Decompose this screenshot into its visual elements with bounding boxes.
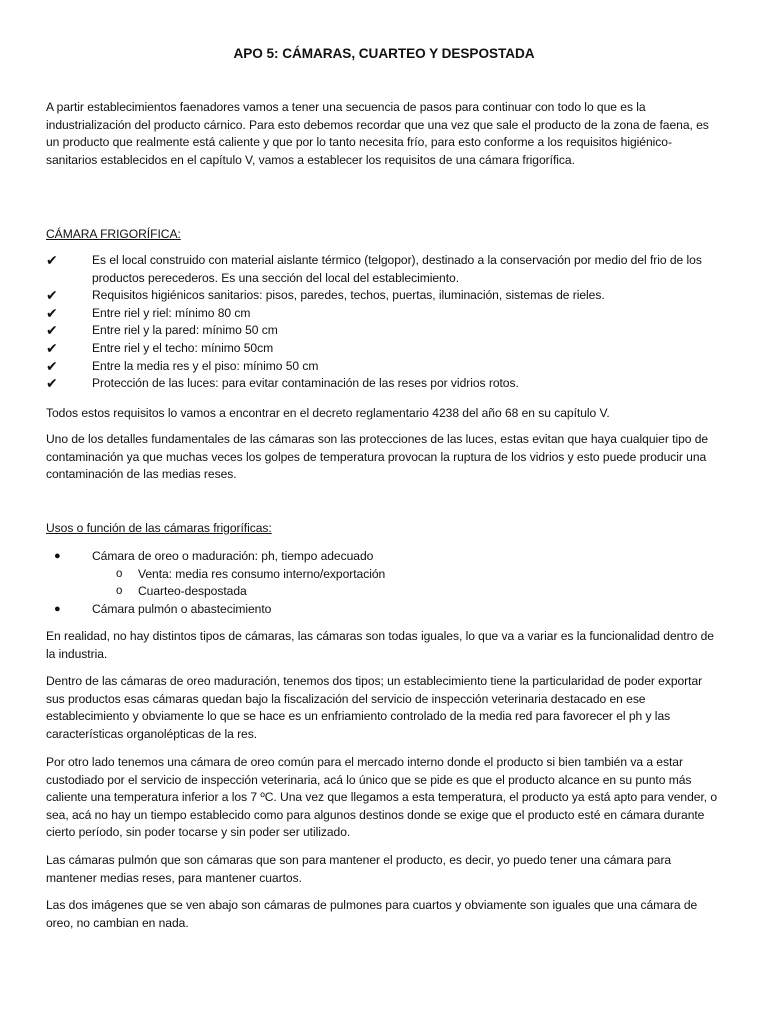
use-sub-list-item [46, 566, 722, 584]
pulmon-paragraph: Las cámaras pulmón que son cámaras que son para mantener el producto, es decir, yo puedo tener una cámara para mantener medias reses, para mantener cuartos. [46, 853, 672, 885]
checkmark-icon: ✔ [46, 339, 58, 356]
section-heading-usos: Usos o función de las cámaras frigoríficas: [46, 521, 272, 535]
requirement-list-item [46, 358, 722, 376]
use-text: Venta: media res consumo interno/exportación [138, 566, 386, 581]
requirement-text: Es el local construido con material aislante térmico (telgopor), destinado a la conservación por medio del frio de los productos perecederos. Es una sección del local del establecimiento. [92, 253, 702, 285]
images-note-block [46, 897, 722, 932]
checkmark-icon: ✔ [46, 375, 58, 392]
section-uses-heading-block [46, 520, 722, 538]
use-list-item [46, 601, 722, 619]
pulmon-block [46, 852, 722, 887]
requirement-text: Protección de las luces: para evitar contaminación de las reses por vidrios rotos. [92, 376, 519, 391]
use-text: Cámara de oreo o maduración: ph, tiempo adecuado [92, 549, 374, 563]
uses-list [46, 548, 722, 618]
intro-paragraph: A partir establecimientos faenadores vamos a tener una secuencia de pasos para continuar con todo lo que es la industrialización del producto cárnico. Para esto debemos recordar que una vez que sale el producto de la zona de faena, es un producto que realmente está caliente y que por lo tanto necesita frío, para esto conforme a los requisitos higiénico-sanitarios establecidos en el capítulo V, vamos a establecer los requisitos de una cámara frigorífica. [46, 100, 709, 167]
images-note-paragraph: Las dos imágenes que se ven abajo son cámaras de pulmones para cuartos y obviamente son iguales que una cámara de oreo, no cambian en nada. [46, 898, 698, 930]
camara-requirements-list [46, 252, 722, 393]
common-paragraph: Por otro lado tenemos una cámara de oreo común para el mercado interno donde el producto si bien también va a estar custodiado por el servicio de inspección veterinaria, acá lo único que se pide es que el producto alcance en su punto más caliente una temperatura inferior a los 7 ºC. Una vez que llegamos a esta temperatura, el producto ya está apto para vender, o sea, acá no hay un tiempo establecido como para algunos destinos donde se exige que el producto esté en cámara durante cierto período, sin poder tocarse y sin poder ser utilizado. [46, 755, 718, 840]
bullet-icon: ● [54, 602, 61, 615]
protection-paragraph: Uno de los detalles fundamentales de las cámaras son las protecciones de las luces, estas evitan que haya cualquier tipo de contaminación ya que muchas veces los golpes de temperatura provocan la ruptura de los vidrios y esto puede producir una contaminación de las medias reses. [46, 432, 709, 482]
use-list-item [46, 548, 722, 566]
checkmark-icon: ✔ [46, 304, 58, 321]
requirement-text: Requisitos higiénicos sanitarios: pisos, paredes, techos, puertas, iluminación, sistemas de rieles. [92, 288, 605, 303]
use-text: Cuarteo-despostada [138, 584, 247, 599]
requirement-text: Entre la media res y el piso: mínimo 50 cm [92, 358, 319, 373]
requirement-list-item [46, 322, 722, 340]
types-block [46, 628, 722, 663]
requirement-list-item [46, 375, 722, 393]
oreo-paragraph: Dentro de las cámaras de oreo maduración, tenemos dos tipos; un establecimiento tiene la particularidad de poder exportar sus productos esas cámaras quedan bajo la fiscalización del servicio de inspección veterinaria destacado en ese establecimiento y obviamente lo que se hace es un enfriamiento controlado de la media red para favorecer el ph y las características organolépticas de la res. [46, 674, 703, 741]
section-heading-camara-frigorifica: CÁMARA FRIGORÍFICA: [46, 227, 181, 241]
requirement-text: Entre riel y la pared: mínimo 50 cm [92, 323, 278, 338]
checkmark-icon: ✔ [46, 287, 58, 304]
checkmark-icon: ✔ [46, 357, 58, 374]
uses-list-block [46, 548, 722, 618]
section-camara-heading-block [46, 226, 722, 244]
use-text: Cámara pulmón o abastecimiento [92, 601, 272, 616]
decree-paragraph: Todos estos requisitos lo vamos a encontrar en el decreto reglamentario 4238 del año 68 en su capítulo V. [46, 406, 610, 420]
requirement-list-item [46, 287, 722, 305]
camara-requirements-list-block [46, 252, 722, 393]
oreo-block [46, 673, 722, 743]
bullet-icon: ● [54, 550, 61, 562]
page-title: APO 5: CÁMARAS, CUARTEO Y DESPOSTADA [233, 46, 535, 61]
decree-block [46, 405, 722, 423]
sub-bullet-icon: o [116, 567, 123, 580]
types-paragraph: En realidad, no hay distintos tipos de cámaras, las cámaras son todas iguales, lo que va a variar es la funcionalidad dentro de la industria. [46, 629, 714, 661]
protection-block [46, 431, 722, 484]
requirement-list-item [46, 305, 722, 323]
common-block [46, 754, 722, 842]
sub-bullet-icon: o [116, 585, 123, 598]
requirement-text: Entre riel y riel: mínimo 80 cm [92, 305, 251, 320]
use-sub-list-item [46, 583, 722, 601]
checkmark-icon: ✔ [46, 252, 58, 268]
intro-block [46, 99, 722, 169]
checkmark-icon: ✔ [46, 322, 58, 339]
requirement-text: Entre riel y el techo: mínimo 50cm [92, 340, 274, 355]
requirement-list-item [46, 340, 722, 358]
requirement-list-item [46, 252, 722, 287]
